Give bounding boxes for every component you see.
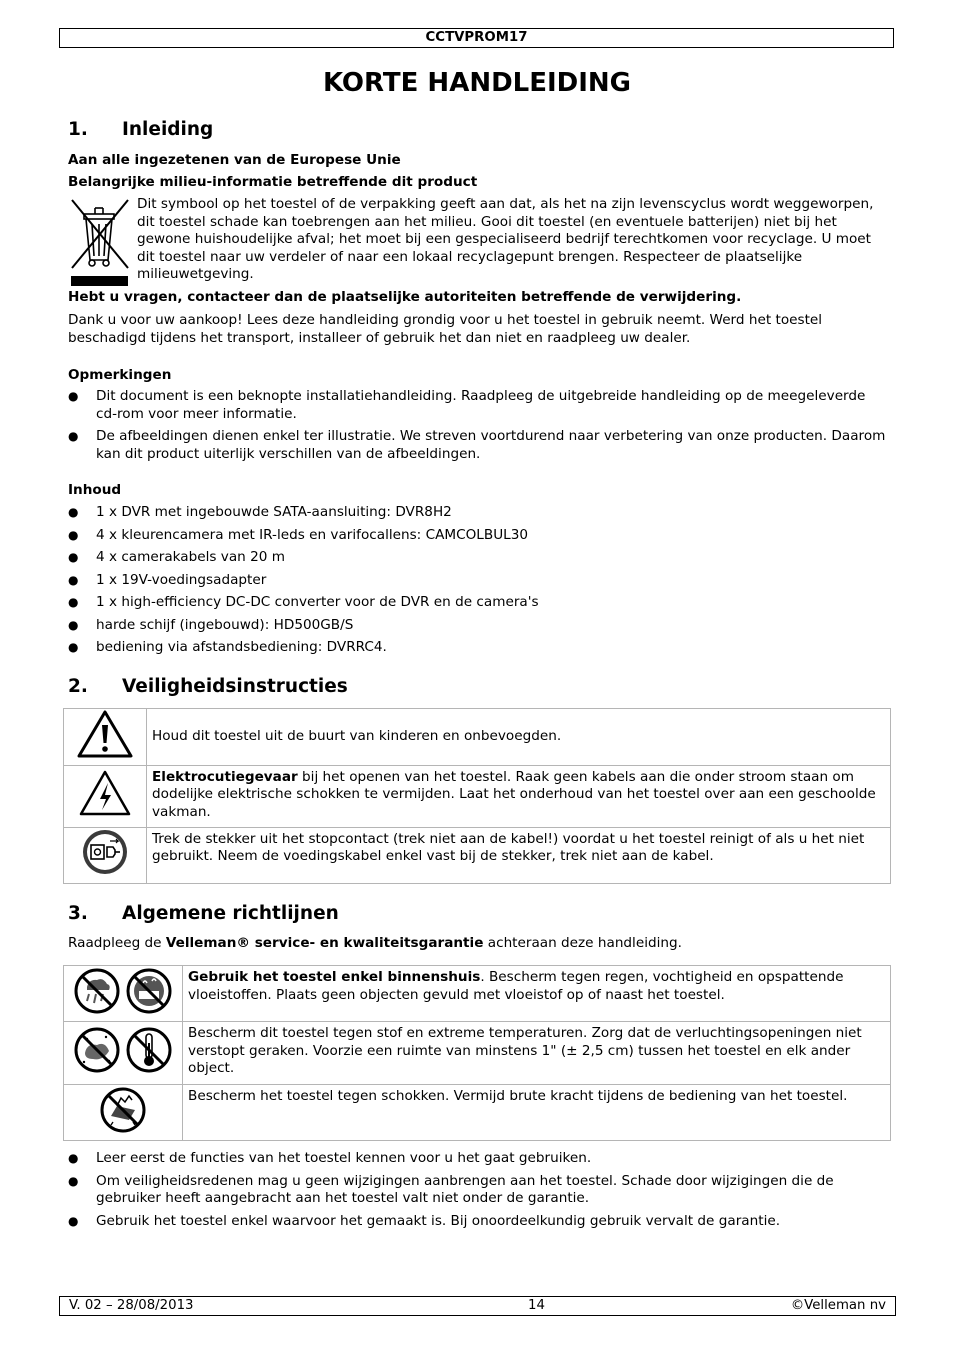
remarks-list [68, 388, 888, 463]
list-item-text: Om veiligheidsredenen mag u geen wijzigingen aanbrengen aan het toestel. Schade door wijzigingen die de gebruiker heeft aangebracht aan het toestel valt niet onder de garantie. [96, 1172, 834, 1206]
list-item [68, 594, 888, 617]
guidelines-table [63, 965, 891, 1141]
weee-text: Dit symbool op het toestel of de verpakking geeft aan dat, als het na zijn levenscyclus wordt weggeworpen, dit toestel schade kan toebrengen aan het milieu. Gooi dit toestel (en eventuele batterijen) niet bij het gewone huishoudelijke afval; het moet bij een gespecialiseerd bedrijf terechtkomen voor recyclage. U moet dit toestel naar uw verdeler of naar een lokaal recyclagepunt brengen. Respecteer de plaatselijke milieuwetgeving. [137, 196, 874, 282]
bullet-icon: ● [68, 527, 79, 542]
guideline-text: Bescherm het toestel tegen schokken. Vermijd brute kracht tijdens de bediening van het toestel. [188, 1088, 848, 1104]
no-extreme-temperature-icon [128, 1029, 170, 1071]
electrocution-warning-icon [64, 765, 147, 827]
unplug-icon [64, 827, 147, 883]
guidelines-list [68, 1150, 888, 1230]
table-row [64, 827, 891, 883]
list-item [68, 388, 888, 423]
no-dust-icon [73, 1025, 173, 1075]
section-number: 2. [68, 676, 88, 697]
bullet-icon: ● [68, 1151, 79, 1165]
safety-text: Trek de stekker uit het stopcontact (trek niet aan de kabel!) voordat u het toestel reinigt of als u het niet gebruikt. Neem de voedingskabel enkel vast bij de stekker, trek niet aan de kabel. [152, 830, 865, 864]
intro-text: achteraan deze handleiding. [483, 935, 682, 951]
list-item [68, 428, 888, 463]
footer-version: V. 02 – 28/08/2013 [69, 1298, 194, 1313]
bullet-icon: ● [68, 550, 79, 564]
guideline-text: Bescherm dit toestel tegen stof en extreme temperaturen. Zorg dat de verluchtingsopeningen niet verstopt geraken. Voorzie een ruimte van minstens 1" (± 2,5 cm) tussen het toestel en elk ander object. [188, 1025, 862, 1076]
list-item [68, 639, 888, 662]
contents-list [68, 504, 888, 662]
table-row [64, 1085, 891, 1141]
no-shock-icon [64, 1085, 183, 1141]
table-cell [183, 1085, 891, 1141]
table-row [64, 765, 891, 827]
table-cell [147, 765, 891, 827]
page-title: KORTE HANDLEIDING [322, 68, 632, 98]
warning-triangle-icon [64, 709, 147, 766]
guideline-bold-text: Gebruik het toestel enkel binnenshuis [188, 969, 481, 985]
section-2-heading [68, 675, 348, 699]
bullet-icon: ● [68, 505, 79, 519]
list-item-text: Gebruik het toestel enkel waarvoor het gemaakt is. Bij onoordeelkundig gebruik vervalt de garantie. [96, 1212, 781, 1229]
table-row [64, 966, 891, 1022]
list-item-text: 1 x DVR met ingebouwde SATA-aansluiting: DVR8H2 [96, 504, 452, 520]
list-item-text: bediening via afstandsbediening: DVRRC4. [96, 639, 387, 655]
no-rain-icon [73, 967, 173, 1015]
section-1-heading [68, 118, 213, 142]
safety-bold-text: Elektrocutiegevaar [152, 768, 298, 785]
list-item [68, 572, 888, 595]
eu-line-1: Aan alle ingezetenen van de Europese Unie [68, 152, 401, 168]
list-item [68, 527, 888, 550]
table-cell [147, 709, 891, 766]
list-item [68, 1173, 888, 1208]
section-number: 1. [68, 119, 88, 140]
section-title: Inleiding [122, 119, 214, 140]
bullet-icon: ● [68, 1173, 79, 1188]
contact-authorities: Hebt u vragen, contacteer dan de plaatselijke autoriteiten betreffende de verwijdering. [68, 289, 742, 305]
table-cell [64, 966, 183, 1022]
bullet-icon: ● [68, 572, 79, 587]
list-item-text: 1 x 19V-voedingsadapter [96, 571, 267, 588]
bullet-icon: ● [68, 1213, 79, 1228]
bullet-icon: ● [68, 617, 79, 632]
header-model: CCTVPROM17 [59, 28, 894, 48]
list-item [68, 504, 888, 527]
section-number: 3. [68, 903, 88, 924]
bullet-icon: ● [68, 429, 79, 443]
safety-table [63, 708, 891, 884]
list-item [68, 617, 888, 640]
guarantee-reference [68, 935, 888, 953]
table-cell [64, 1022, 183, 1085]
list-item-text: 4 x kleurencamera met IR-leds en varifocallens: CAMCOLBUL30 [96, 526, 529, 543]
list-item-text: De afbeeldingen dienen enkel ter illustratie. We streven voortdurend naar verbetering van onze producten. Daarom kan dit product uiterlijk verschillen van de afbeeldingen. [96, 428, 886, 462]
eu-line-2: Belangrijke milieu-informatie betreffende dit product [68, 174, 478, 190]
table-cell [147, 827, 891, 883]
remarks-heading: Opmerkingen [68, 367, 172, 383]
safety-text: Houd dit toestel uit de buurt van kinderen en onbevoegden. [152, 728, 562, 744]
list-item [68, 1150, 888, 1168]
intro-text: Raadpleeg de [68, 935, 166, 951]
section-title: Algemene richtlijnen [122, 903, 339, 924]
table-row [64, 1022, 891, 1085]
list-item [68, 549, 888, 572]
list-item-text: harde schijf (ingebouwd): HD500GB/S [96, 616, 354, 633]
contents-heading: Inhoud [68, 482, 122, 498]
list-item-text: Leer eerst de functies van het toestel kennen voor u het gaat gebruiken. [96, 1150, 592, 1166]
footer-page-number: 14 [528, 1298, 545, 1313]
safety-text: bij het openen van het toestel. Raak geen kabels aan die onder stroom staan om dodelijke elektrische schokken te vermijden. Laat het onderhoud van het toestel over aan een geschoolde vakman. [152, 768, 876, 820]
list-item-text: 1 x high-efficiency DC-DC converter voor de DVR en de camera's [96, 594, 539, 610]
bullet-icon: ● [68, 389, 79, 403]
table-cell [183, 1022, 891, 1085]
thanks-paragraph: Dank u voor uw aankoop! Lees deze handleiding grondig voor u het toestel in gebruik neemt. Werd het toestel beschadigd tijdens het transport, installeer of gebruik het dan niet en raadpleeg uw dealer. [68, 312, 823, 346]
page-footer [59, 1296, 896, 1316]
guarantee-name: Velleman® service- en kwaliteitsgarantie [165, 935, 484, 951]
table-row [64, 709, 891, 766]
footer-copyright: ©Velleman nv [790, 1298, 886, 1313]
list-item [68, 1213, 888, 1231]
weee-bin-icon [68, 196, 130, 288]
bullet-icon: ● [68, 595, 79, 609]
list-item-text: Dit document is een beknopte installatiehandleiding. Raadpleeg de uitgebreide handleiding op de meegeleverde cd-rom voor meer informatie. [96, 388, 866, 422]
guideline-text: . Bescherm tegen regen, vochtigheid en opspattende vloeistoffen. Plaats geen objecten gevuld met vloeistof op of naast het toestel. [188, 969, 844, 1003]
section-title: Veiligheidsinstructies [122, 676, 348, 697]
bullet-icon: ● [68, 640, 79, 654]
table-cell [183, 966, 891, 1022]
list-item-text: 4 x camerakabels van 20 m [96, 549, 285, 565]
section-3-heading [68, 902, 339, 926]
